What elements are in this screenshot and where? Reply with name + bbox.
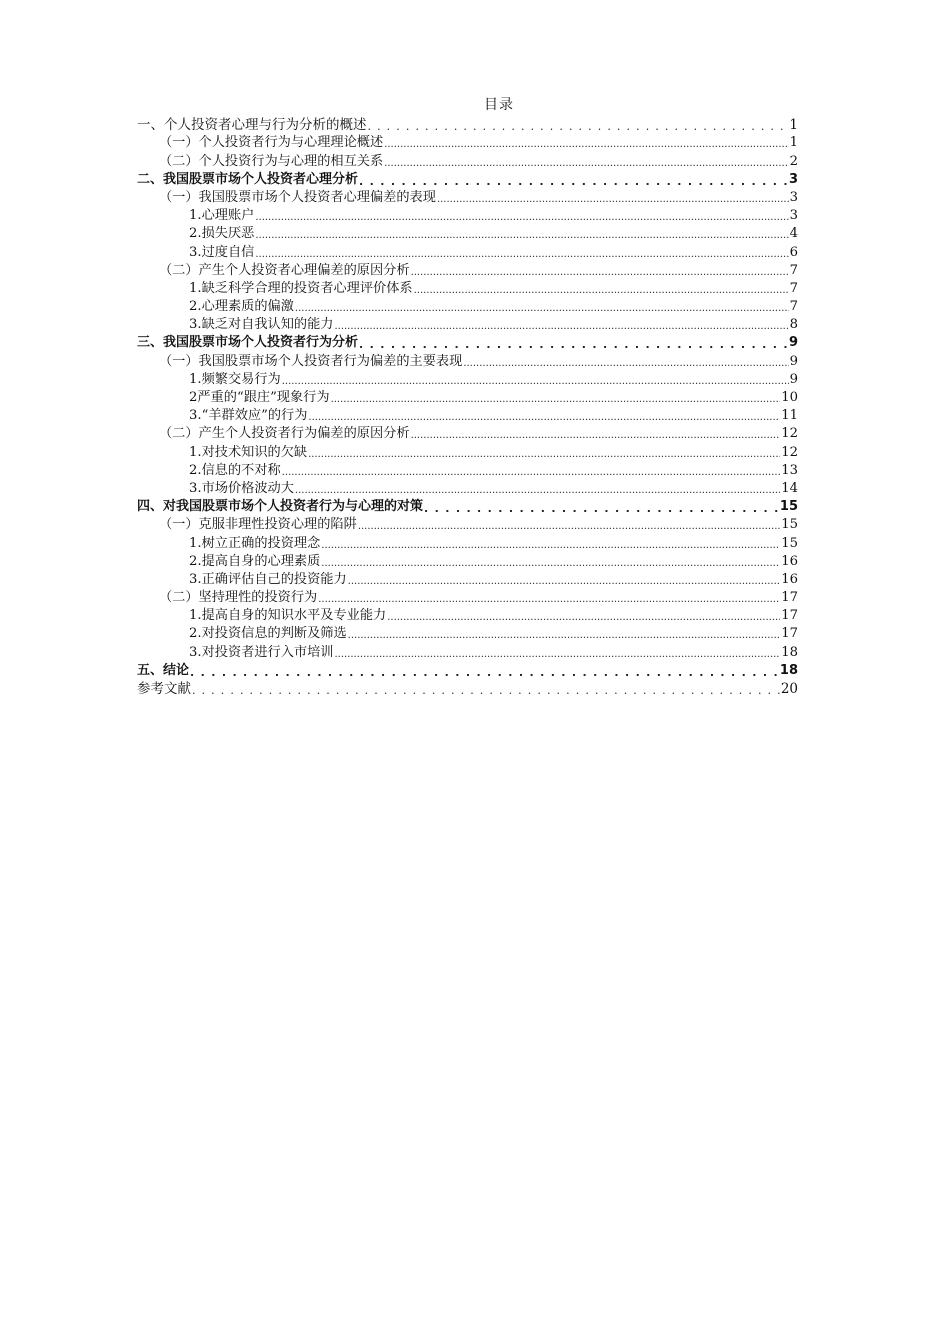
- toc-entry-page-number: 10: [781, 390, 798, 405]
- toc-entry[interactable]: [137, 334, 798, 352]
- dot-leader: [308, 444, 780, 462]
- dot-leader: [358, 516, 780, 534]
- toc-entry[interactable]: [137, 171, 798, 189]
- toc-entry-label: 三、我国股票市场个人投资者行为分析: [137, 335, 359, 351]
- dot-leader: [321, 553, 780, 571]
- dot-leader: [411, 425, 781, 443]
- dot-leader: [411, 262, 789, 280]
- toc-entry-page-number: 15: [781, 535, 798, 551]
- dot-leader: [348, 625, 781, 643]
- toc-entry-page-number: 18: [781, 644, 798, 660]
- toc-entry-page-number: 13: [781, 462, 798, 478]
- dot-leader: [255, 244, 788, 262]
- toc-entry-label: 1.频繁交易行为: [189, 371, 281, 387]
- toc-entry-label: （一）个人投资者行为与心理理论概述: [159, 135, 384, 151]
- toc-entry[interactable]: [137, 443, 798, 461]
- dot-leader: [334, 644, 780, 662]
- toc-entry[interactable]: [137, 298, 798, 316]
- toc-entry-label: 1.缺乏科学合理的投资者心理评价体系: [189, 280, 413, 296]
- toc-entry-label: 五、结论: [137, 662, 190, 678]
- toc-entry-page-number: 20: [780, 681, 798, 697]
- toc-entry-page-number: 17: [781, 626, 798, 642]
- toc-entry-page-number: 1: [789, 117, 798, 134]
- dot-leader: [359, 334, 788, 352]
- dot-leader: [384, 153, 788, 171]
- toc-entry-page-number: 12: [781, 426, 798, 442]
- toc-entry[interactable]: [137, 152, 798, 170]
- toc-entry[interactable]: [137, 134, 798, 152]
- toc-entry[interactable]: [137, 280, 798, 298]
- toc-entry[interactable]: [137, 389, 798, 407]
- dot-leader: [318, 589, 780, 607]
- toc-entry-page-number: 3: [789, 208, 798, 224]
- toc-entry-label: 1.心理账户: [189, 208, 255, 224]
- toc-entry[interactable]: [137, 316, 798, 334]
- toc-entry-page-number: 16: [781, 553, 798, 569]
- dot-leader: [255, 225, 788, 243]
- dot-leader: [282, 371, 789, 389]
- dot-leader: [192, 680, 780, 698]
- toc-entry[interactable]: [137, 571, 798, 589]
- dot-leader: [295, 480, 780, 498]
- toc-entry-label: 参考文献: [137, 681, 191, 697]
- toc-entry-page-number: 7: [789, 280, 798, 296]
- toc-entry[interactable]: [137, 243, 798, 261]
- toc-entry[interactable]: [137, 407, 798, 425]
- toc-entry-page-number: 16: [781, 571, 798, 587]
- toc-entry-label: 二、我国股票市场个人投资者心理分析: [137, 171, 359, 187]
- toc-entry-label: 3.“羊群效应”的行为: [189, 408, 308, 424]
- toc-entry[interactable]: [137, 262, 798, 280]
- toc-entry-page-number: 3: [789, 189, 798, 205]
- toc-entry[interactable]: [137, 553, 798, 571]
- toc-entry-page-number: 11: [781, 408, 798, 424]
- toc-entry-label: 四、对我国股票市场个人投资者行为与心理的对策: [137, 499, 424, 515]
- dot-leader: [359, 171, 788, 189]
- dot-leader: [368, 116, 789, 134]
- dot-leader: [348, 571, 781, 589]
- dot-leader: [463, 353, 788, 371]
- dot-leader: [321, 535, 780, 553]
- dot-leader: [308, 407, 780, 425]
- toc-entry[interactable]: [137, 534, 798, 552]
- toc-entry-label: （二）坚持理性的投资行为: [159, 590, 318, 606]
- toc-entry[interactable]: [137, 643, 798, 661]
- toc-entry-label: 一、个人投资者心理与行为分析的概述: [137, 117, 367, 134]
- table-of-contents: [137, 116, 798, 698]
- toc-entry-label: 3.过度自信: [189, 244, 255, 260]
- toc-entry-page-number: 7: [789, 299, 798, 315]
- toc-entry[interactable]: [137, 371, 798, 389]
- toc-entry-page-number: 2: [789, 153, 798, 169]
- toc-entry-page-number: 4: [789, 226, 798, 242]
- toc-entry-page-number: 12: [781, 444, 798, 460]
- toc-entry-label: 2.心理素质的偏激: [189, 299, 294, 315]
- dot-leader: [424, 498, 779, 516]
- toc-entry[interactable]: [137, 207, 798, 225]
- toc-entry[interactable]: [137, 225, 798, 243]
- dot-leader: [282, 462, 781, 480]
- toc-entry-page-number: 9: [788, 335, 798, 351]
- dot-leader: [295, 298, 789, 316]
- toc-entry-label: （一）我国股票市场个人投资者行为偏差的主要表现: [159, 353, 463, 369]
- dot-leader: [334, 316, 788, 334]
- toc-entry-page-number: 3: [788, 171, 798, 187]
- toc-entry-page-number: 17: [781, 608, 798, 624]
- toc-entry-label: 3.缺乏对自我认知的能力: [189, 317, 334, 333]
- toc-entry-label: 1.对技术知识的欠缺: [189, 444, 308, 460]
- dot-leader: [437, 189, 789, 207]
- dot-leader: [414, 280, 789, 298]
- dot-leader: [387, 607, 780, 625]
- toc-entry[interactable]: [137, 680, 798, 698]
- toc-entry-page-number: 15: [781, 517, 798, 533]
- toc-entry-page-number: 7: [789, 262, 798, 278]
- toc-entry[interactable]: [137, 607, 798, 625]
- toc-entry[interactable]: [137, 352, 798, 370]
- toc-entry[interactable]: [137, 462, 798, 480]
- toc-entry-label: 2.对投资信息的判断及筛选: [189, 626, 347, 642]
- toc-entry-page-number: 9: [789, 353, 798, 369]
- toc-title: 目录: [484, 97, 514, 113]
- toc-entry-label: （二）产生个人投资者心理偏差的原因分析: [159, 262, 410, 278]
- toc-entry-label: 2.提高自身的心理素质: [189, 553, 321, 569]
- toc-entry-page-number: 9: [789, 371, 798, 387]
- toc-entry-page-number: 14: [781, 480, 798, 496]
- dot-leader: [255, 207, 788, 225]
- toc-entry[interactable]: [137, 116, 798, 134]
- toc-entry-page-number: 15: [779, 499, 798, 515]
- toc-entry-label: （一）我国股票市场个人投资者心理偏差的表现: [159, 189, 436, 205]
- toc-entry-label: 2.损失厌恶: [189, 226, 255, 242]
- toc-entry-label: （二）产生个人投资者行为偏差的原因分析: [159, 426, 410, 442]
- toc-entry[interactable]: [137, 625, 798, 643]
- toc-entry-label: 3.正确评估自己的投资能力: [189, 571, 347, 587]
- toc-entry[interactable]: [137, 662, 798, 680]
- toc-entry[interactable]: [137, 189, 798, 207]
- toc-entry-page-number: 18: [779, 662, 798, 678]
- dot-leader: [331, 389, 781, 407]
- toc-entry-label: 2严重的“跟庄”现象行为: [189, 390, 330, 405]
- toc-entry[interactable]: [137, 589, 798, 607]
- toc-entry[interactable]: [137, 516, 798, 534]
- toc-entry-label: 1.树立正确的投资理念: [189, 535, 321, 551]
- dot-leader: [190, 662, 779, 680]
- toc-entry[interactable]: [137, 498, 798, 516]
- toc-entry-page-number: 1: [789, 135, 798, 151]
- toc-entry-page-number: 8: [789, 317, 798, 333]
- toc-entry-label: （一）克服非理性投资心理的陷阱: [159, 517, 357, 533]
- toc-entry-label: 3.对投资者进行入市培训: [189, 644, 334, 660]
- toc-entry-label: 1.提高自身的知识水平及专业能力: [189, 608, 387, 624]
- toc-entry-page-number: 17: [781, 590, 798, 606]
- dot-leader: [384, 134, 788, 152]
- toc-entry[interactable]: [137, 425, 798, 443]
- toc-entry-label: （二）个人投资行为与心理的相互关系: [159, 153, 384, 169]
- toc-entry-label: 3.市场价格波动大: [189, 480, 294, 496]
- toc-entry-label: 2.信息的不对称: [189, 462, 281, 478]
- toc-entry-page-number: 6: [789, 244, 798, 260]
- toc-entry[interactable]: [137, 480, 798, 498]
